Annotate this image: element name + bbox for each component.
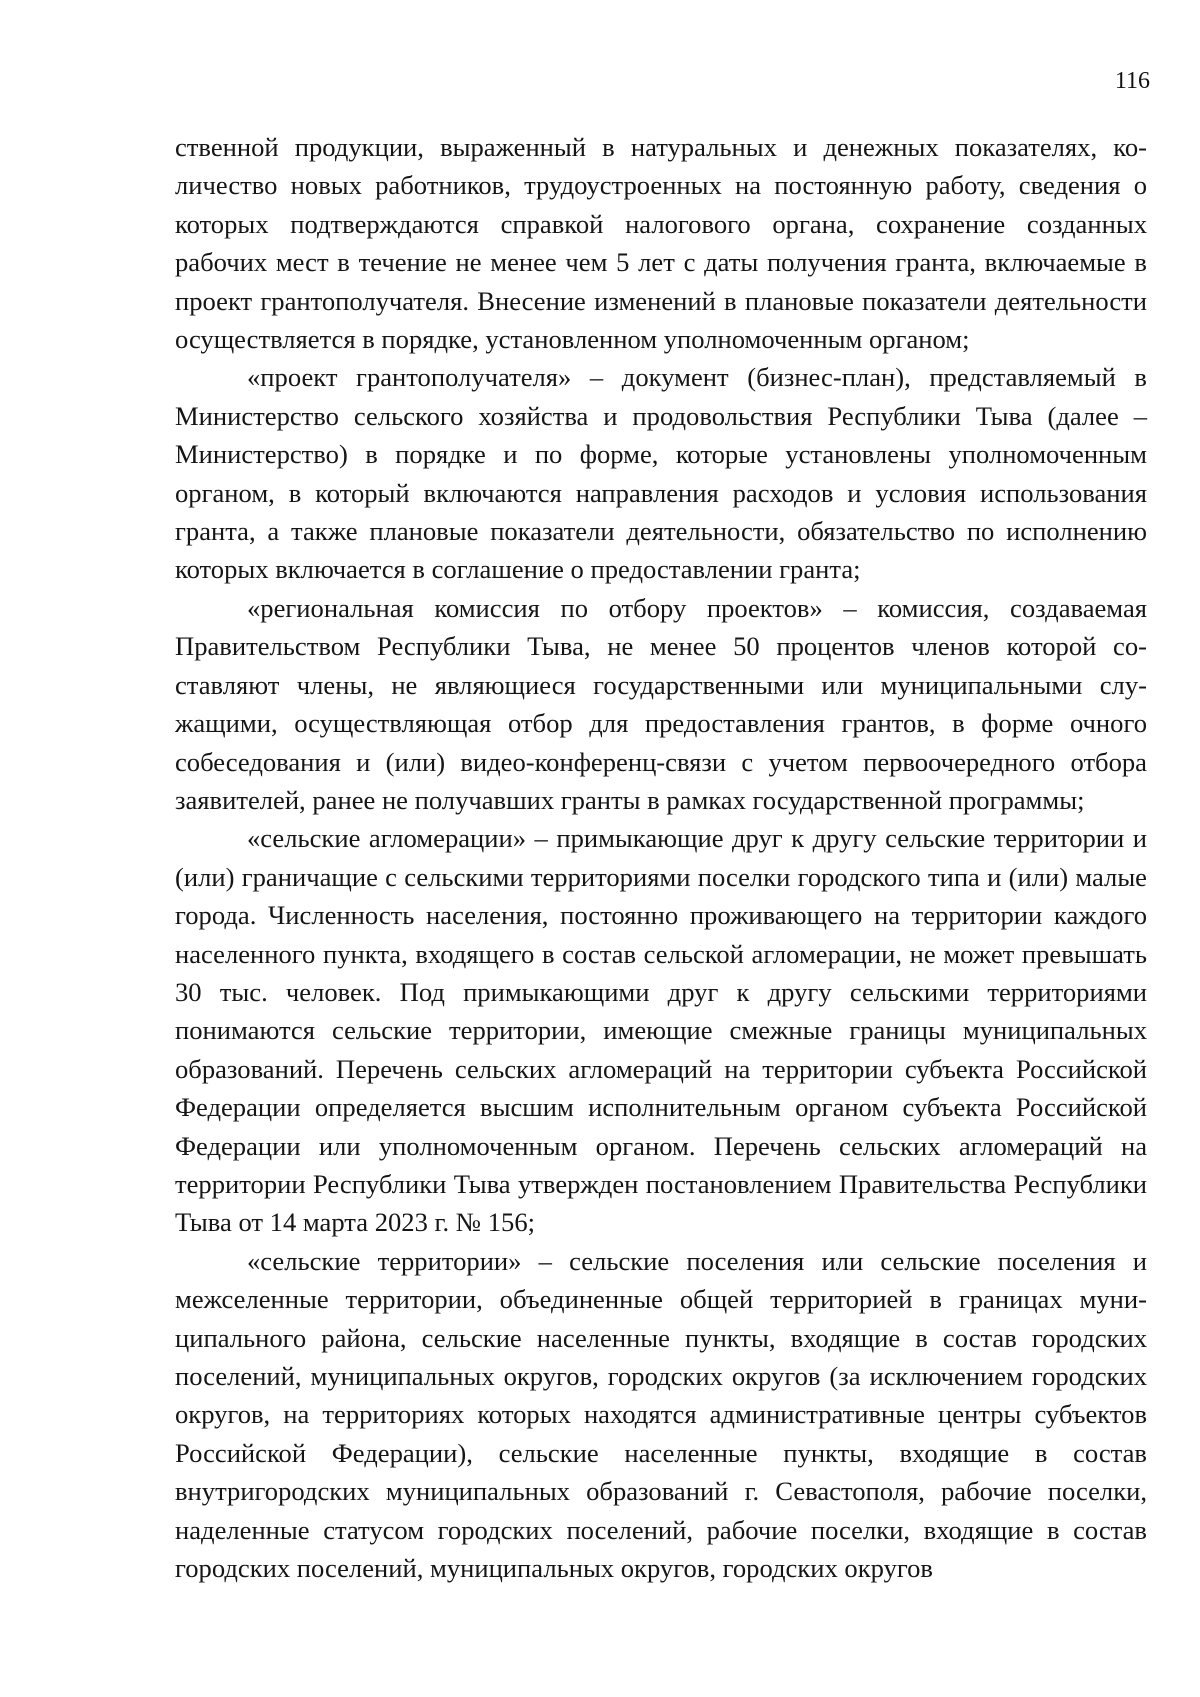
page-number: 116 [1114,68,1150,94]
paragraph-grant-project-definition: «проект грантополучателя» – документ (бизнес-план), представляемый в Министерство сельского хозяйства и продовольствия Республики Тыва (далее – Министерство) в порядке и по форме, которые установлены уполномоченным органом, в который включаются направления расходов и условия использования гранта, а также плановые показатели деятельности, обязательство по исполнению которых включается в соглашение о предоставлении гранта; [175,362,1147,585]
paragraph-rural-territories-definition: «сельские территории» – сельские поселения или сельские поселения и межселенные территории, объединенные общей территорией в границах муниципального района, сельские населенные пункты, входящие в состав городских поселений, муниципальных округов, городских округов (за исключением городских округов, на территориях которых находятся административные центры субъектов Российской Федерации), сельские населенные пункты, входящие в состав внутригородских муниципальных образований г. Севастополя, рабочие поселки, наделенные статусом городских поселений, рабочие поселки, входящие в состав городских поселений, муниципальных округов, городских округов [175,1245,1147,1584]
document-body [175,128,1147,1587]
paragraph-continuation: ственной продукции, выраженный в натуральных и денежных показателях, количество новых работников, трудоустроенных на постоянную работу, сведения о которых подтверждаются справкой налогового органа, сохранение созданных рабочих мест в течение не менее чем 5 лет с даты получения гранта, включаемые в проект грантополучателя. Внесение изменений в плановые показатели деятельности осуществляется в порядке, установленном уполномоченным органом; [175,132,1147,355]
paragraph-rural-agglomerations-definition: «сельские агломерации» – примыкающие друг к другу сельские территории и (или) граничащие с сельскими территориями поселки городского типа и (или) малые города. Численность населения, постоянно проживающего на территории каждого населенного пункта, входящего в состав сельской агломерации, не может превышать 30 тыс. человек. Под примыкающими друг к другу сельскими территориями понимаются сельские территории, имеющие смежные границы муниципальных образований. Перечень сельских агломераций на территории субъекта Российской Федерации определяется высшим исполнительным органом субъекта Российской Федерации или уполномоченным органом. Перечень сельских агломераций на территории Республики Тыва утвержден постановлением Правительства Республики Тыва от 14 марта 2023 г. № 156; [175,823,1147,1238]
paragraph-regional-commission-definition: «региональная комиссия по отбору проектов» – комиссия, создаваемая Правительством Республики Тыва, не менее 50 процентов членов которой составляют члены, не являющиеся государственными или муниципальными служащими, осуществляющая отбор для предоставления грантов, в форме очного собеседования и (или) видео-конференц-связи с учетом первоочередного отбора заявителей, ранее не получавших гранты в рамках государственной программы; [175,592,1147,815]
